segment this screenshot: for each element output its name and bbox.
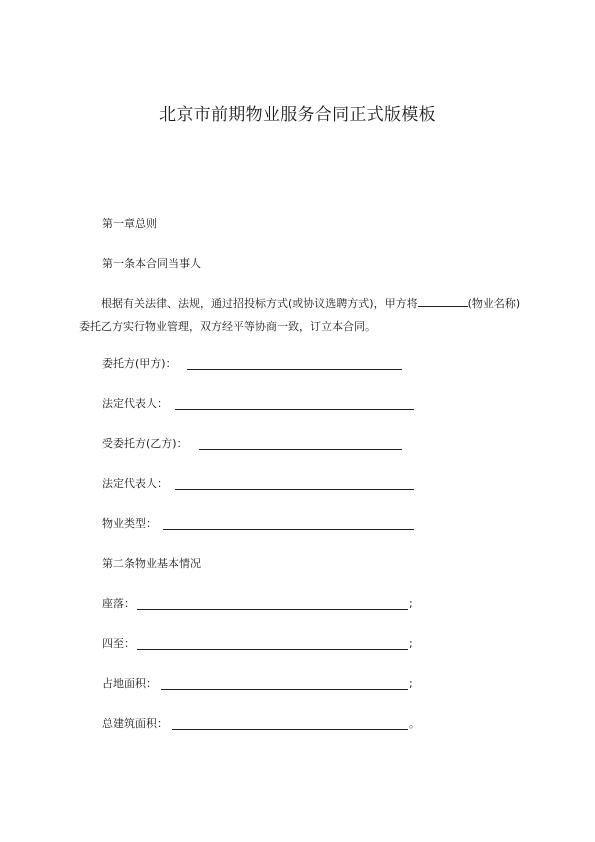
- field-blank-land-area[interactable]: [161, 689, 408, 690]
- field-label-party-b: 受委托方(乙方)：: [102, 437, 188, 450]
- field-label-total-floor-area: 总建筑面积：: [102, 717, 168, 730]
- field-label-party-a: 委托方(甲方)：: [102, 357, 177, 370]
- field-blank-property-type[interactable]: [163, 529, 414, 530]
- document-title: 北京市前期物业服务合同正式版模板: [159, 105, 436, 125]
- article-1-heading: 第一条本合同当事人: [102, 257, 201, 270]
- field-blank-location[interactable]: [137, 609, 408, 610]
- field-tail-location: ;: [409, 597, 413, 610]
- chapter-heading: 第一章总则: [102, 217, 157, 230]
- field-blank-boundaries[interactable]: [137, 649, 408, 650]
- intro-text-after: (物业名称)委托乙方实行物业管理，双方经平等协商一致，订立本合同。: [79, 297, 521, 333]
- field-blank-party-a[interactable]: [187, 369, 402, 370]
- intro-text-before: 根据有关法律、法规，通过招投标方式(或协议选聘方式)，甲方将: [101, 297, 418, 310]
- field-label-property-type: 物业类型：: [102, 517, 157, 530]
- field-label-land-area: 占地面积：: [102, 677, 157, 690]
- field-label-party-a-representative: 法定代表人：: [102, 397, 168, 410]
- field-label-boundaries: 四至：: [102, 637, 135, 650]
- field-tail-land-area: ;: [409, 677, 413, 690]
- field-label-party-b-representative: 法定代表人：: [102, 477, 168, 490]
- field-label-location: 座落：: [102, 597, 135, 610]
- field-blank-party-b-representative[interactable]: [175, 489, 414, 490]
- field-tail-total-floor-area: 。: [409, 717, 420, 730]
- field-blank-party-a-representative[interactable]: [175, 409, 414, 410]
- field-tail-boundaries: ;: [409, 637, 413, 650]
- field-blank-party-b[interactable]: [199, 449, 402, 450]
- article-2-heading: 第二条物业基本情况: [102, 557, 201, 570]
- property-name-blank[interactable]: [418, 295, 468, 307]
- intro-paragraph: [79, 292, 525, 338]
- field-blank-total-floor-area[interactable]: [172, 729, 408, 730]
